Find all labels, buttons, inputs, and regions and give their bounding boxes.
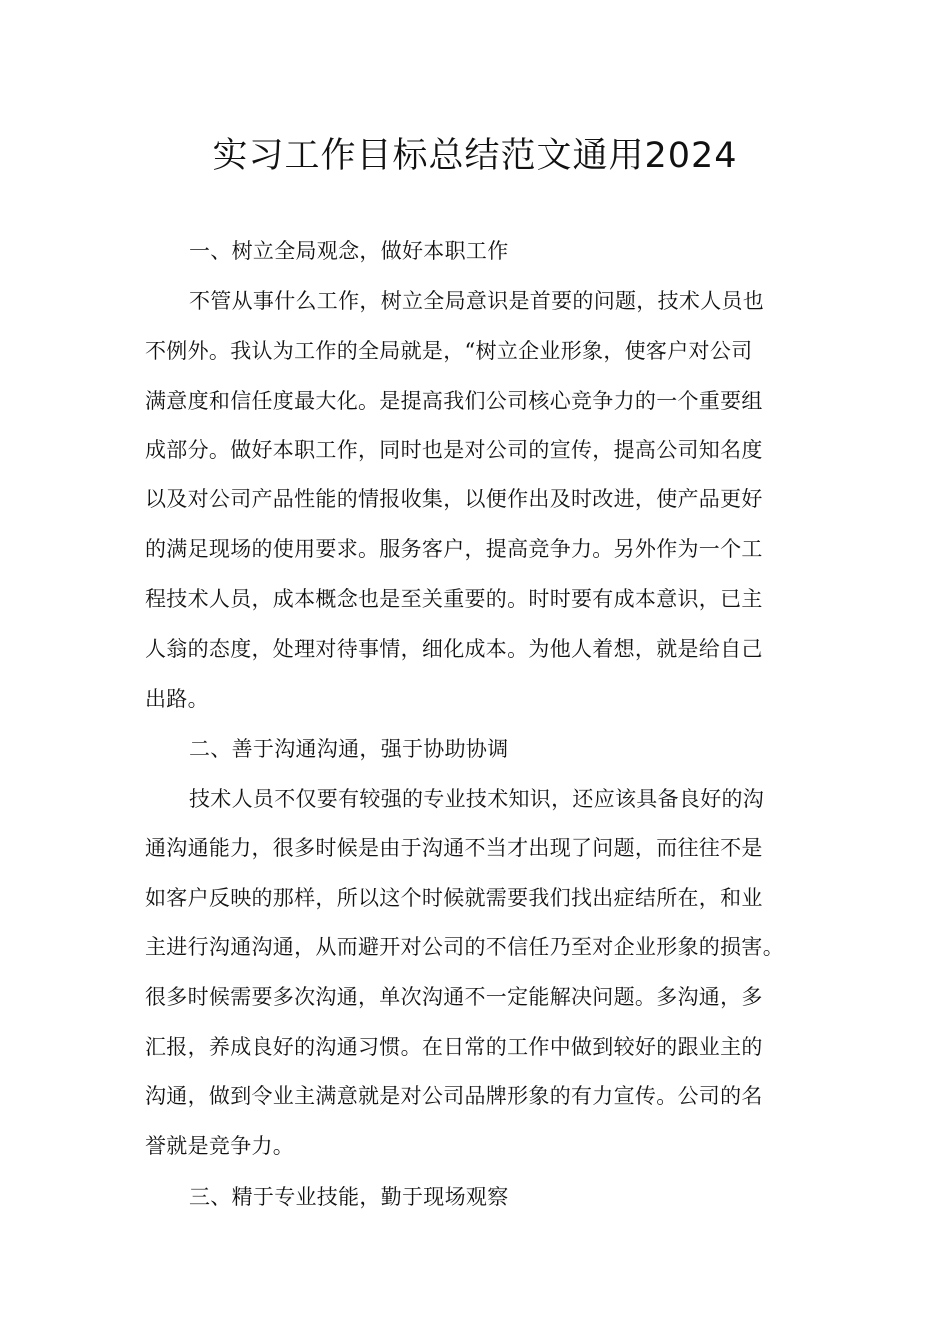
paragraph-line: 汇报，养成良好的沟通习惯。在日常的工作中做到较好的跟业主的	[145, 1035, 763, 1059]
paragraph-line: 誉就是竞争力。	[145, 1134, 295, 1158]
section-heading-2: 二、善于沟通沟通，强于协助协调	[189, 737, 509, 761]
paragraph-line: 程技术人员，成本概念也是至关重要的。时时要有成本意识，已主	[145, 587, 763, 611]
paragraph-line: 满意度和信任度最大化。是提高我们公司核心竞争力的一个重要组	[145, 389, 763, 413]
section-heading-3: 三、精于专业技能，勤于现场观察	[189, 1185, 509, 1209]
document-title: 实习工作目标总结范文通用2024	[212, 136, 738, 176]
paragraph-line: 不管从事什么工作，树立全局意识是首要的问题，技术人员也	[189, 289, 765, 313]
paragraph-line: 很多时候需要多次沟通，单次沟通不一定能解决问题。多沟通，多	[145, 985, 763, 1009]
paragraph-line: 主进行沟通沟通，从而避开对公司的不信任乃至对企业形象的损害。	[145, 935, 784, 959]
paragraph-line: 沟通，做到令业主满意就是对公司品牌形象的有力宣传。公司的名	[145, 1084, 763, 1108]
paragraph-line: 的满足现场的使用要求。服务客户，提高竞争力。另外作为一个工	[145, 537, 763, 561]
paragraph-line: 通沟通能力，很多时候是由于沟通不当才出现了问题，而往往不是	[145, 836, 763, 860]
paragraph-line: 成部分。做好本职工作，同时也是对公司的宣传，提高公司知名度	[145, 438, 763, 462]
paragraph-line: 以及对公司产品性能的情报收集，以便作出及时改进，使产品更好	[145, 487, 763, 511]
section-heading-1: 一、树立全局观念，做好本职工作	[189, 239, 509, 263]
paragraph-line: 人翁的态度，处理对待事情，细化成本。为他人着想，就是给自己	[145, 637, 763, 661]
paragraph-line: 技术人员不仅要有较强的专业技术知识，还应该具备良好的沟	[189, 787, 765, 811]
paragraph-line: 如客户反映的那样，所以这个时候就需要我们找出症结所在，和业	[145, 886, 763, 910]
paragraph-line: 不例外。我认为工作的全局就是，“树立企业形象，使客户对公司	[145, 339, 753, 363]
paragraph-line: 出路。	[145, 687, 209, 711]
